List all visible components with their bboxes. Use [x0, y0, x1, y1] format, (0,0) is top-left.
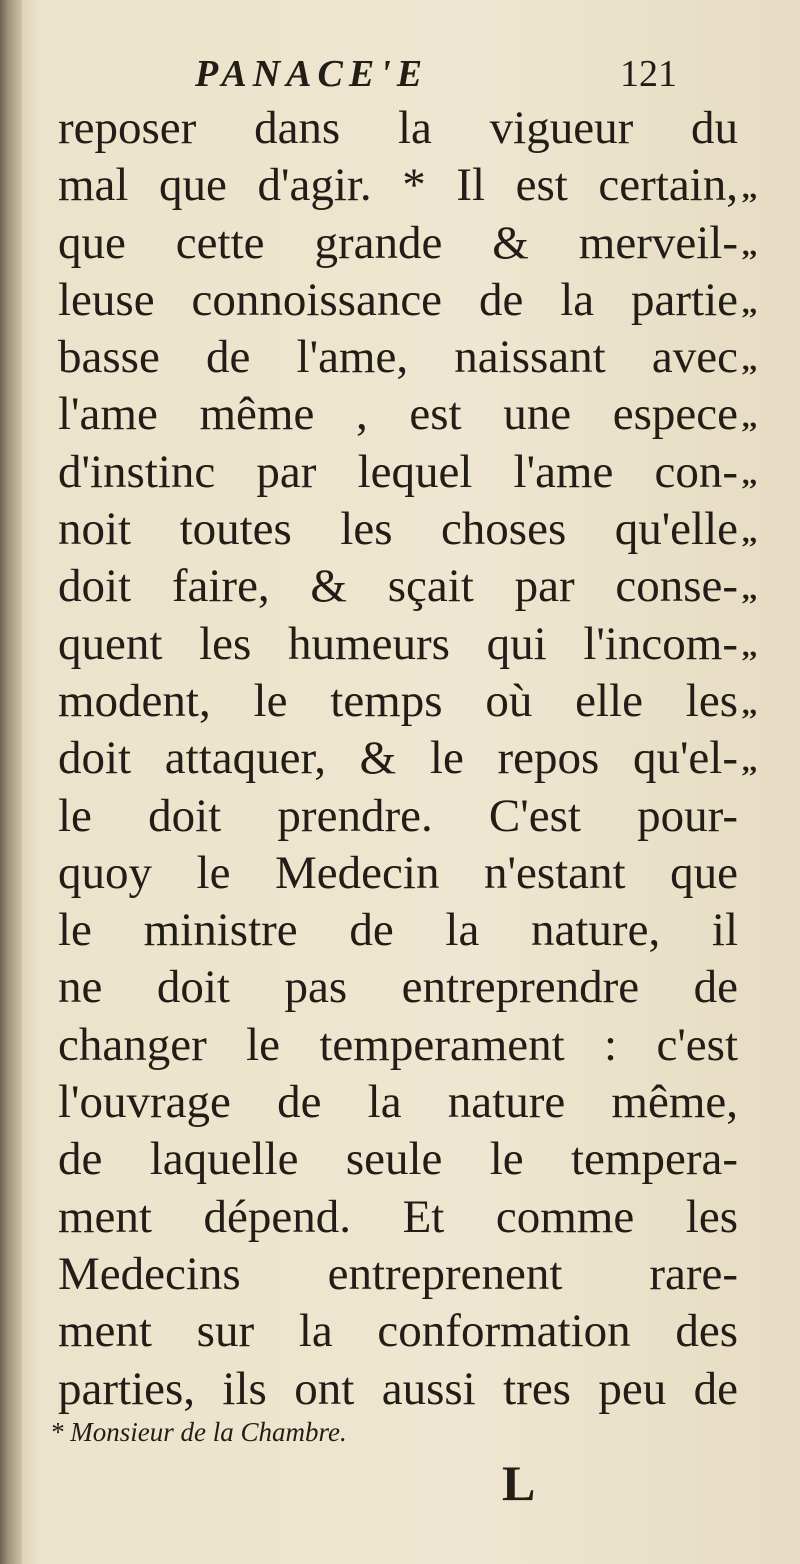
margin-quotation-marks [742, 160, 792, 790]
body-text [58, 100, 738, 1418]
footnote: * Monsieur de la Chambre. [50, 1417, 347, 1447]
text-line: de laquelle seule le tempera- [58, 1133, 738, 1186]
page-header [0, 44, 800, 104]
text-line: ne doit pas entreprendre de [58, 961, 738, 1014]
text-line: quent les humeurs qui l'incom- [58, 617, 738, 670]
quote-mark: ,, [742, 343, 757, 377]
text-line: l'ouvrage de la nature même, [58, 1076, 738, 1129]
text-line: le ministre de la nature, il [58, 904, 738, 957]
quote-mark: ,, [742, 229, 757, 263]
text-line: changer le temperament : c'est [58, 1018, 738, 1071]
text-line: basse de l'ame, naissant avec [58, 331, 738, 384]
text-line: reposer dans la vigueur du [58, 102, 738, 154]
text-line: parties, ils ont aussi tres peu de [58, 1362, 738, 1415]
text-line: ment sur la conformation des [58, 1305, 738, 1358]
text-line: quoy le Medecin n'estant que [58, 846, 738, 899]
quote-mark: ,, [742, 172, 757, 205]
running-title: PANACE'E [195, 53, 429, 95]
text-line: leuse connoissance de la partie [58, 273, 738, 326]
text-line: mal que d'agir. * Il est certain, [58, 159, 738, 212]
text-line: que cette grande & merveil- [58, 216, 738, 269]
page-number: 121 [620, 53, 677, 95]
quote-mark: ,, [742, 401, 757, 435]
quote-mark: ,, [742, 286, 757, 320]
text-line: modent, le temps où elle les [58, 674, 738, 727]
text-line: noit toutes les choses qu'elle [58, 503, 738, 556]
text-line: ment dépend. Et comme les [58, 1190, 738, 1243]
quote-mark: ,, [742, 630, 757, 664]
text-line: l'ame même , est une espece [58, 388, 738, 441]
text-line: doit faire, & sçait par conse- [58, 560, 738, 613]
signature-mark: L [502, 1455, 536, 1511]
text-line: le doit prendre. C'est pour- [58, 789, 738, 842]
text-line: d'instinc par lequel l'ame con- [58, 445, 738, 498]
quote-mark: ,, [742, 515, 757, 549]
quote-mark: ,, [742, 687, 757, 721]
quote-mark: ,, [742, 744, 757, 778]
page-binding-edge [0, 0, 22, 1564]
text-line: Medecins entreprenent rare- [58, 1247, 738, 1300]
quote-mark: ,, [742, 573, 757, 607]
quote-mark: ,, [742, 458, 757, 492]
text-line: doit attaquer, & le repos qu'el- [58, 732, 738, 785]
